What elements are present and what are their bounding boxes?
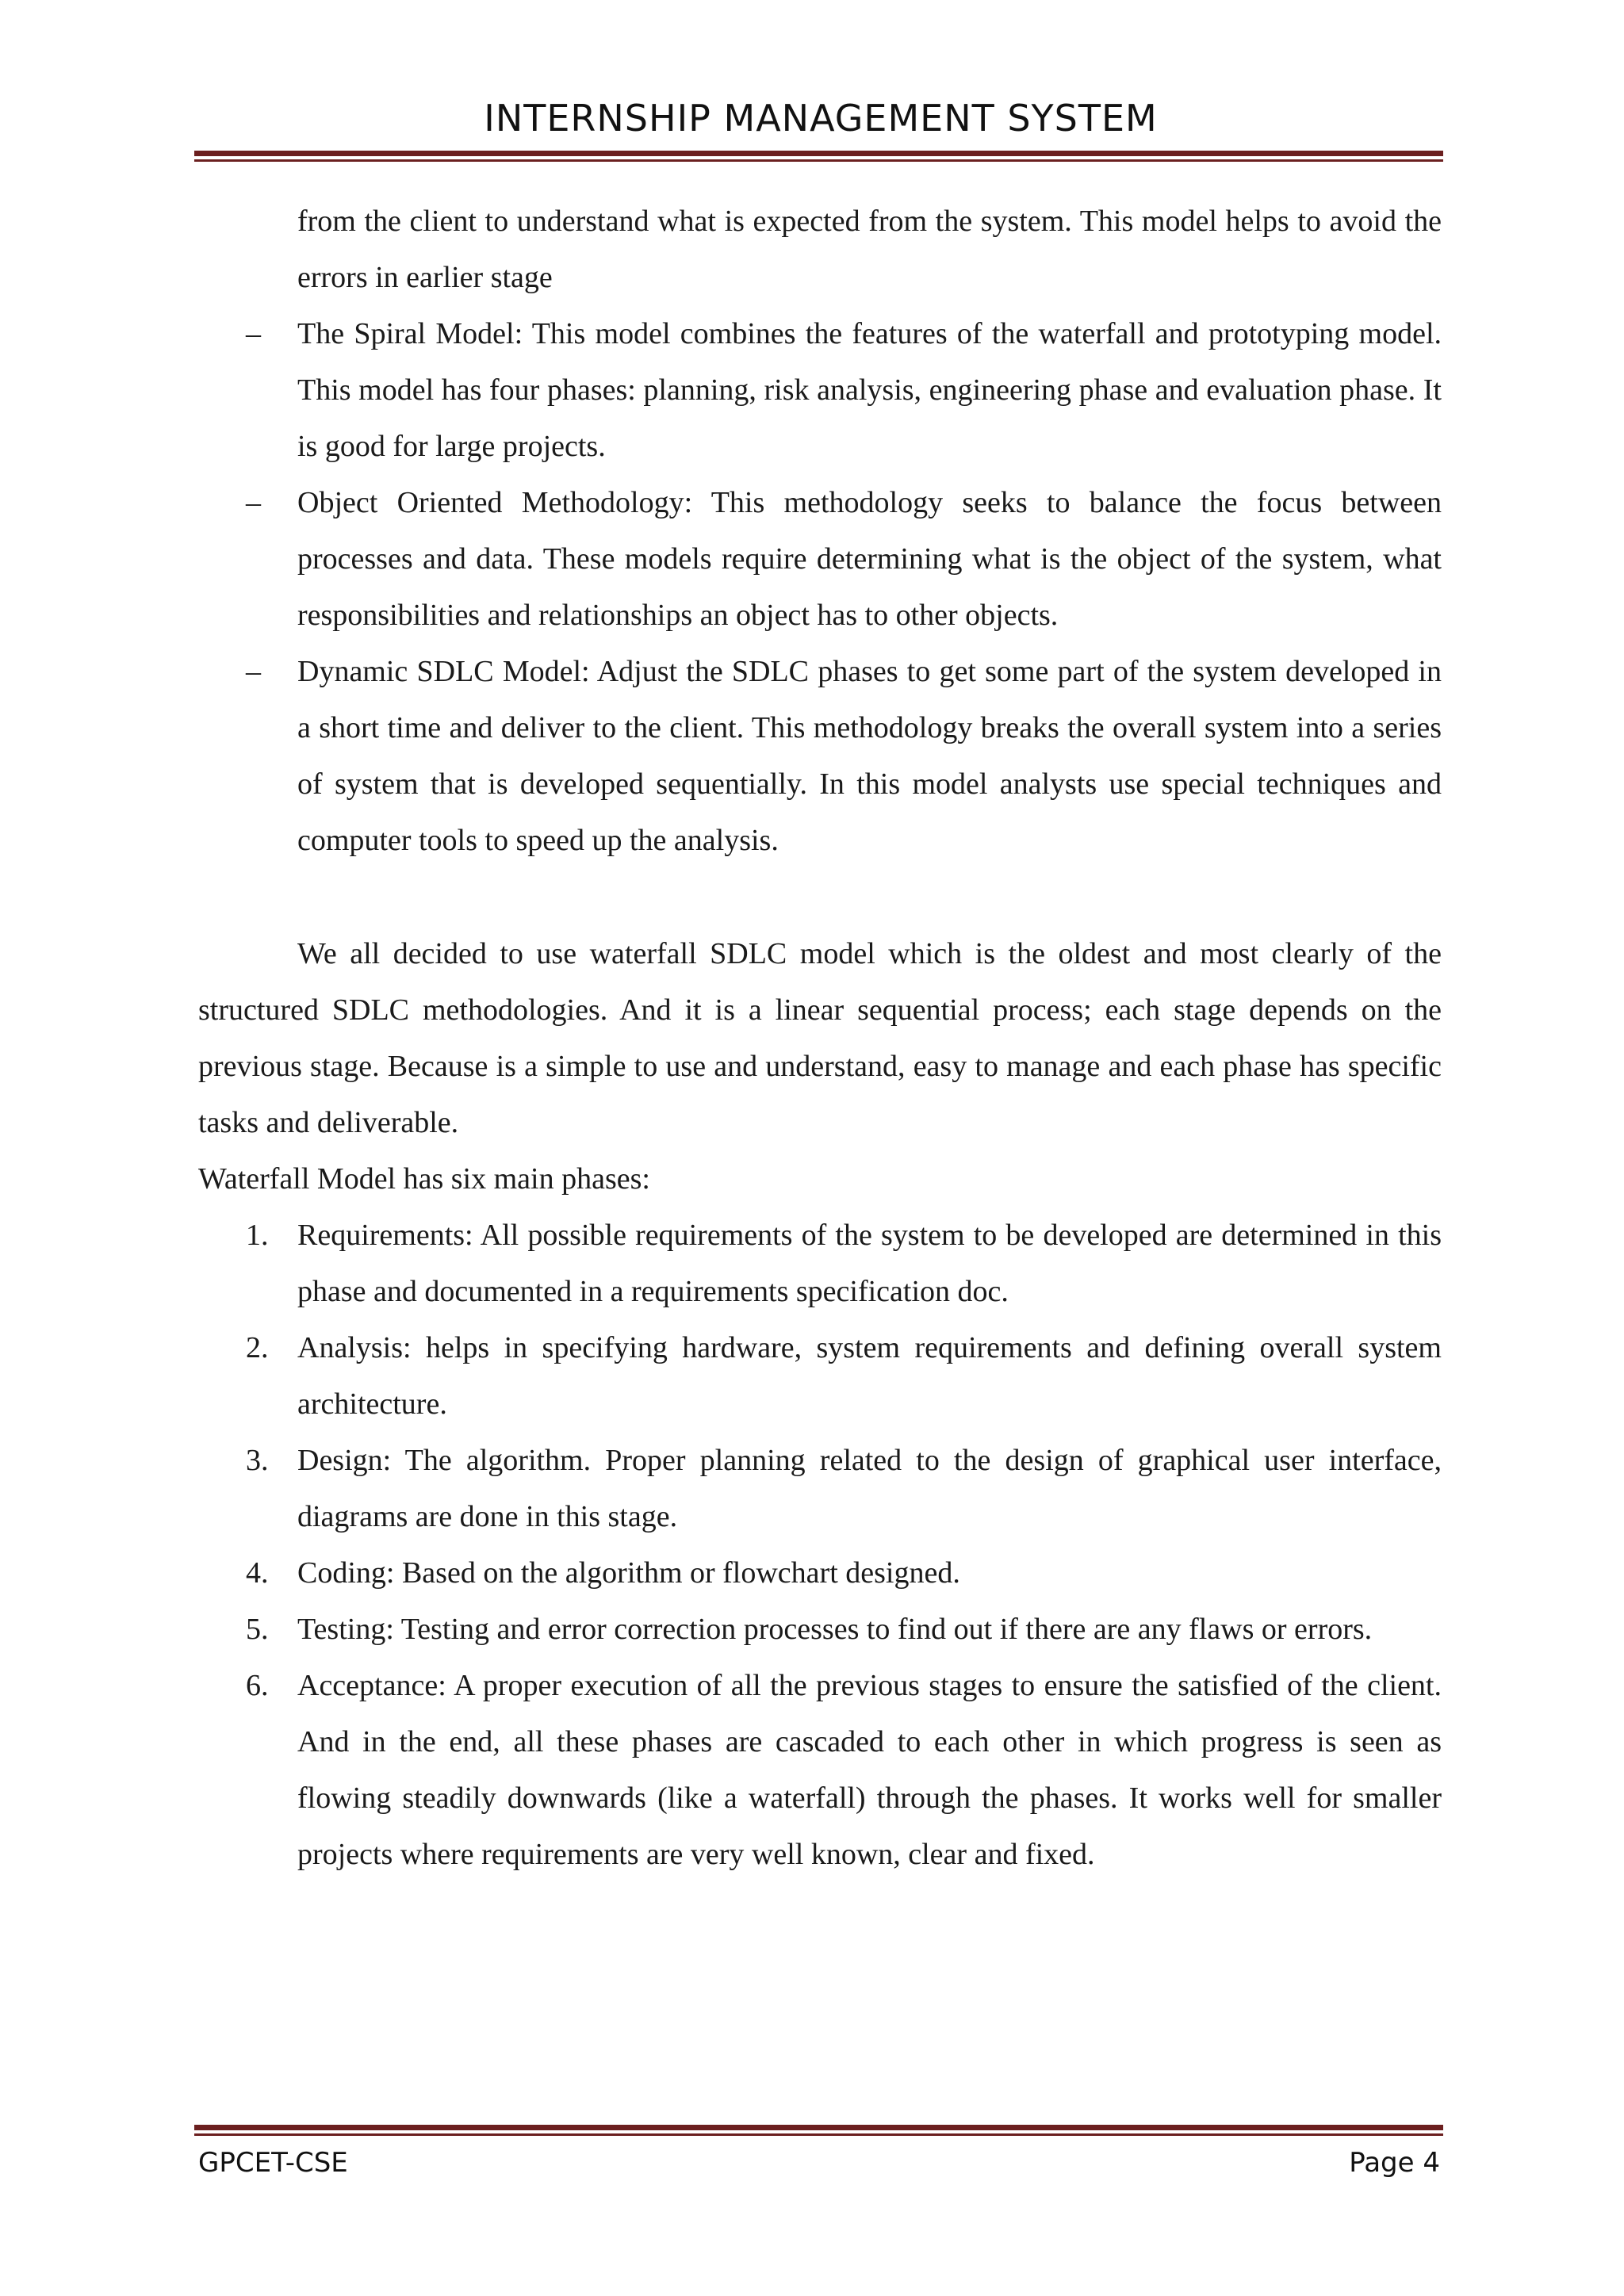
bullet-item-spiral (198, 306, 1442, 475)
header-rule-thin (194, 159, 1443, 162)
dash-bullet-mark: – (246, 655, 261, 688)
dash-bullet-mark: – (246, 317, 261, 350)
phase-text: Testing: Testing and error correction processes to find out if there are any flaws or errors. (297, 1613, 1373, 1646)
phase-text: Coding: Based on the algorithm or flowchart designed. (297, 1556, 960, 1590)
footer-rule-thick (194, 2125, 1443, 2130)
footer-page-number: Page 4 (1349, 2147, 1440, 2179)
phase-text: Design: The algorithm. Proper planning related to the design of graphical user interface, diagrams are done in this stage. (297, 1444, 1442, 1533)
phase-number: 6. (246, 1669, 269, 1702)
phase-number: 2. (246, 1331, 269, 1364)
phase-item-testing (198, 1601, 1442, 1658)
bullet-text: Dynamic SDLC Model: Adjust the SDLC phases to get some part of the system developed in a short time and deliver to the client. This methodology breaks the overall system into a series of system that is developed sequentially. In this model analysts use special techniques and computer tools to speed up the analysis. (297, 655, 1442, 857)
phase-number: 4. (246, 1556, 269, 1590)
phase-item-acceptance (198, 1658, 1442, 1883)
page-header-title: INTERNSHIP MANAGEMENT SYSTEM (484, 97, 1158, 140)
footer-rule (194, 2125, 1443, 2136)
phase-text: Analysis: helps in specifying hardware, system requirements and defining overall system architecture. (297, 1331, 1442, 1421)
header-rule-thick (194, 151, 1443, 156)
page-body (198, 193, 1442, 1883)
waterfall-paragraph: We all decided to use waterfall SDLC model which is the oldest and most clearly of the structured SDLC methodologies. And it is a linear sequential process; each stage depends on the previous stage. Because is a simple to use and understand, easy to manage and each phase has specific tasks and deliverable. (198, 937, 1442, 1139)
header-rule (194, 151, 1443, 162)
phase-item-requirements (198, 1207, 1442, 1320)
phase-number: 5. (246, 1613, 269, 1646)
phases-intro: Waterfall Model has six main phases: (198, 1162, 650, 1196)
phase-number: 1. (246, 1219, 269, 1252)
continuation-text: from the client to understand what is expected from the system. This model helps to avoid the errors in earlier stage (297, 205, 1442, 294)
phase-item-coding (198, 1545, 1442, 1601)
bullet-text: Object Oriented Methodology: This methodology seeks to balance the focus between processes and data. These models require determining what is the object of the system, what responsibilities and relationships an object has to other objects. (297, 486, 1442, 632)
phase-text: Acceptance: A proper execution of all the previous stages to ensure the satisfied of the client. And in the end, all these phases are cascaded to each other in which progress is seen as flowing steadily downwards (like a waterfall) through the phases. It works well for smaller projects where requirements are very well known, clear and fixed. (297, 1669, 1442, 1871)
phase-text: Requirements: All possible requirements of the system to be developed are determined in this phase and documented in a requirements specification doc. (297, 1219, 1442, 1308)
phase-number: 3. (246, 1444, 269, 1477)
footer-department: GPCET-CSE (198, 2147, 348, 2179)
bullet-item-dynamic-sdlc (198, 644, 1442, 869)
bullet-text: The Spiral Model: This model combines the features of the waterfall and prototyping model. This model has four phases: planning, risk analysis, engineering phase and evaluation phase. It is good for large projects. (297, 317, 1442, 463)
paragraph-gap (198, 869, 1442, 926)
footer-rule-thin (194, 2133, 1443, 2136)
bullet-item-object-oriented (198, 475, 1442, 644)
dash-bullet-mark: – (246, 486, 261, 519)
phase-item-analysis (198, 1320, 1442, 1433)
phase-item-design (198, 1433, 1442, 1545)
